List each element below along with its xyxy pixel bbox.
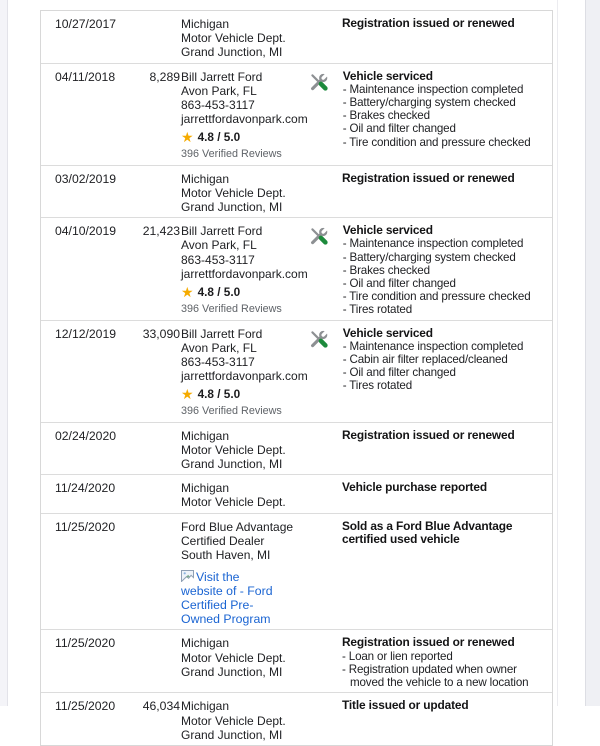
- source-line: Michigan: [181, 17, 230, 31]
- comment-item: - Battery/charging system checked: [342, 250, 516, 264]
- comment-item: - Cabin air filter replaced/cleaned: [342, 353, 508, 367]
- event-mileage: [140, 520, 180, 627]
- source-line: jarrettfordavonpark.com: [181, 369, 308, 384]
- dealer-rating-value: 4.8 / 5.0: [197, 130, 241, 145]
- source-line: Motor Vehicle Dept.: [181, 495, 286, 510]
- source-line: Motor Vehicle Dept.: [181, 442, 286, 457]
- comment-title: Registration issued or renewed: [342, 170, 515, 185]
- event-mileage: 8,289: [149, 69, 180, 84]
- source-line: 863-453-3117: [181, 355, 255, 370]
- event-source: [180, 70, 308, 162]
- comment-item: - Battery/charging system checked: [342, 96, 516, 110]
- event-date: 10/27/2017: [55, 17, 116, 31]
- dealer-website-link[interactable]: Visit the website of - Ford Certified Pre-Owned Program: [181, 570, 273, 626]
- event-comments: [308, 70, 552, 162]
- event-comments: [307, 172, 552, 215]
- broken-image-icon: [181, 570, 196, 584]
- history-row: [41, 630, 552, 693]
- event-source: [180, 636, 307, 689]
- event-mileage: 46,034: [142, 699, 180, 714]
- comment-item: - Loan or lien reported: [342, 649, 453, 663]
- dealer-reviews-count: 396 Verified Reviews: [181, 303, 282, 316]
- event-source: [180, 17, 307, 60]
- event-source: [180, 224, 308, 316]
- comment-text: [342, 520, 546, 627]
- dealer-rating-row: [181, 386, 308, 402]
- source-line: 863-453-3117: [181, 252, 255, 267]
- event-comments: [307, 520, 552, 627]
- comment-icon-slot: [307, 481, 342, 509]
- history-table: [40, 10, 553, 746]
- source-line: Bill Jarrett Ford: [181, 326, 263, 341]
- comment-item: - Brakes checked: [342, 109, 430, 123]
- service-tools-icon: [308, 327, 343, 419]
- service-tools-icon: [308, 224, 343, 316]
- card-edge-divider: [557, 0, 558, 706]
- source-line: Avon Park, FL: [181, 238, 257, 253]
- comment-text: [343, 70, 546, 162]
- source-line: Bill Jarrett Ford: [181, 69, 263, 84]
- event-date: 11/25/2020: [55, 699, 116, 714]
- history-row: [41, 64, 552, 166]
- event-mileage: 33,090: [142, 326, 180, 341]
- comment-icon-slot: [307, 17, 342, 60]
- source-line: Ford Blue Advantage: [181, 519, 294, 534]
- comment-item: - Tire condition and pressure checked: [342, 290, 531, 304]
- source-line: Michigan: [181, 428, 230, 443]
- comment-text: [342, 636, 546, 689]
- event-comments: [307, 17, 552, 60]
- comment-icon-slot: [307, 520, 342, 627]
- star-icon: ★: [181, 284, 194, 301]
- dealer-rating-row: [181, 284, 308, 300]
- history-row: [41, 166, 552, 219]
- source-line: Certified Dealer: [181, 533, 265, 548]
- source-line: jarrettfordavonpark.com: [181, 112, 308, 127]
- event-date: 11/25/2020: [55, 636, 116, 651]
- event-date: 04/11/2018: [55, 69, 116, 84]
- event-mileage: [140, 17, 180, 60]
- comment-text: [343, 224, 546, 316]
- comment-title: Registration issued or renewed: [342, 427, 515, 442]
- dealer-rating-value: 4.8 / 5.0: [197, 284, 241, 299]
- comment-item: - Oil and filter changed: [342, 277, 456, 291]
- event-date: 11/25/2020: [55, 519, 116, 534]
- comment-title: Vehicle serviced: [342, 223, 433, 238]
- dealer-rating-row: [181, 129, 308, 145]
- comment-title: Vehicle serviced: [342, 325, 433, 340]
- history-row: [41, 514, 552, 631]
- history-row: [41, 693, 552, 745]
- source-line: Motor Vehicle Dept.: [181, 650, 286, 665]
- dealer-reviews-count: 396 Verified Reviews: [181, 405, 282, 418]
- history-row: [41, 11, 552, 64]
- event-date: 02/24/2020: [55, 428, 116, 443]
- event-comments: [308, 327, 552, 419]
- comment-icon-slot: [307, 172, 342, 215]
- source-line: Michigan: [181, 636, 230, 651]
- source-line: Grand Junction, MI: [181, 457, 283, 472]
- source-line: Michigan: [181, 699, 230, 714]
- event-comments: [307, 636, 552, 689]
- source-line: Grand Junction, MI: [181, 200, 283, 215]
- star-icon: ★: [181, 386, 194, 403]
- source-line: South Haven, MI: [181, 548, 271, 563]
- source-line: Grand Junction, MI: [181, 727, 283, 742]
- comment-title: Registration issued or renewed: [342, 635, 515, 650]
- source-line: Avon Park, FL: [181, 83, 257, 98]
- comment-icon-slot: [307, 636, 342, 689]
- event-source: [180, 172, 307, 215]
- comment-icon-slot: [307, 429, 342, 472]
- event-mileage: [140, 429, 180, 472]
- comment-item: - Tire condition and pressure checked: [342, 135, 531, 149]
- comment-text: [342, 17, 546, 60]
- comment-item: - Registration updated when owner moved the vehicle to a new location: [342, 662, 529, 690]
- comment-text: [342, 429, 546, 472]
- service-tools-icon: [308, 70, 343, 162]
- dealer-rating-value: 4.8 / 5.0: [197, 387, 241, 402]
- event-mileage: [140, 481, 180, 509]
- star-icon: ★: [181, 129, 194, 146]
- page-left-gutter: [0, 0, 8, 706]
- source-line: Michigan: [181, 171, 230, 186]
- comment-title: Registration issued or renewed: [342, 16, 515, 30]
- comment-item: - Tires rotated: [342, 379, 413, 393]
- event-source: [180, 429, 307, 472]
- comment-text: [342, 172, 546, 215]
- event-mileage: [140, 172, 180, 215]
- comment-item: - Oil and filter changed: [342, 122, 456, 136]
- history-row: [41, 321, 552, 423]
- page-right-gutter: [585, 0, 600, 706]
- event-date: 03/02/2019: [55, 171, 116, 186]
- comment-text: [342, 481, 546, 509]
- comment-title: Title issued or updated: [342, 698, 469, 713]
- event-mileage: [140, 636, 180, 689]
- event-comments: [307, 481, 552, 509]
- comment-title: Vehicle purchase reported: [342, 480, 487, 495]
- event-date: 11/24/2020: [55, 481, 116, 496]
- event-mileage: 21,423: [142, 224, 180, 239]
- comment-title: Vehicle serviced: [342, 68, 433, 83]
- event-comments: [307, 429, 552, 472]
- history-row: [41, 218, 552, 320]
- source-line: jarrettfordavonpark.com: [181, 266, 308, 281]
- source-line: Grand Junction, MI: [181, 664, 283, 679]
- dealer-reviews-count: 396 Verified Reviews: [181, 148, 282, 161]
- event-source: [180, 327, 308, 419]
- comment-item: - Oil and filter changed: [342, 366, 456, 380]
- event-date: 12/12/2019: [55, 326, 116, 341]
- comment-text: [343, 327, 546, 419]
- source-line: Motor Vehicle Dept.: [181, 713, 286, 728]
- source-line: Grand Junction, MI: [181, 45, 283, 60]
- source-line: Motor Vehicle Dept.: [181, 185, 286, 200]
- comment-item: - Maintenance inspection completed: [342, 82, 524, 96]
- event-source: [180, 520, 307, 627]
- comment-item: - Maintenance inspection completed: [342, 339, 524, 353]
- comment-item: - Maintenance inspection completed: [342, 237, 524, 251]
- event-date: 04/10/2019: [55, 224, 116, 239]
- source-line: 863-453-3117: [181, 98, 255, 113]
- history-row: [41, 423, 552, 476]
- source-line: Bill Jarrett Ford: [181, 224, 263, 239]
- event-comments: [308, 224, 552, 316]
- event-source: [180, 481, 307, 509]
- comment-item: - Tires rotated: [342, 303, 413, 317]
- source-line: Michigan: [181, 481, 230, 496]
- comment-item: - Brakes checked: [342, 263, 430, 277]
- history-row: [41, 475, 552, 513]
- source-line: Avon Park, FL: [181, 340, 257, 355]
- source-line: Motor Vehicle Dept.: [181, 31, 286, 46]
- comment-title: Sold as a Ford Blue Advantage certified used vehicle: [342, 518, 513, 546]
